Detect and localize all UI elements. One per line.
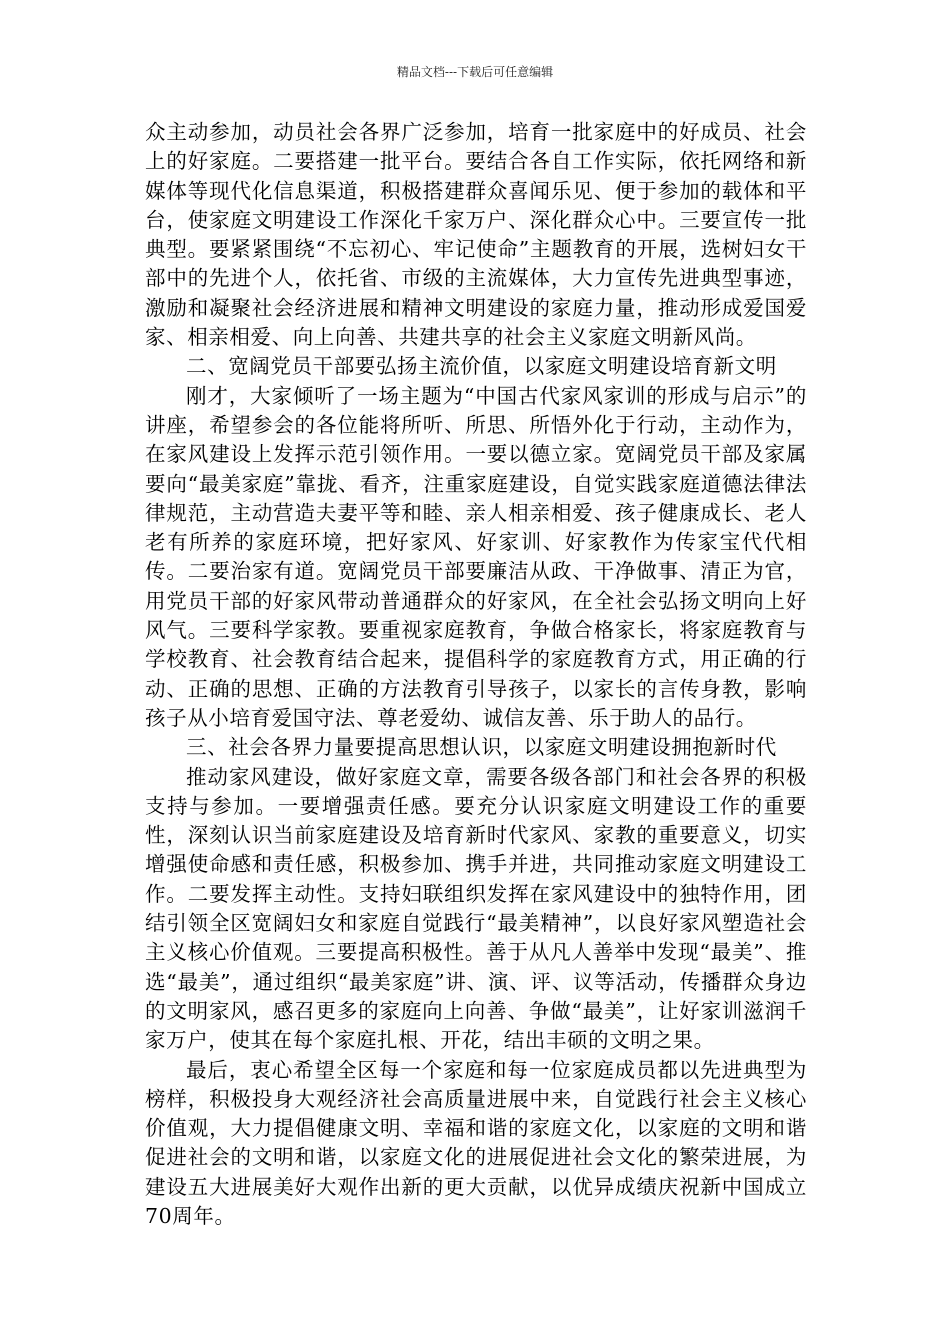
body-paragraph-3: 推动家风建设，做好家庭文章，需要各级各部门和社会各界的积极支持与参加。一要增强责任感。要充分认识家庭文明建设工作的重要性，深刻认识当前家庭建设及培育新时代家风、家教的重要意义，切实增强使命感和责任感，积极参加、携手并进，共同推动家庭文明建设工作。二要发挥主动性。支持妇联组织发挥在家风建设中的独特作用，团结引领全区宽阔妇女和家庭自觉践行“最美精神”，以良好家风塑造社会主义核心价值观。三要提高积极性。善于从凡人善举中发现“最美”、推选“最美”，通过组织“最美家庭”讲、演、评、议等活动，传播群众身边的文明家风，感召更多的家庭向上向善、争做“最美”，让好家训滋润千家万户，使其在每个家庭扎根、开花，结出丰硕的文明之果。 bbox=[145, 764, 807, 1053]
document-body bbox=[145, 118, 807, 1231]
closing-paragraph: 最后，衷心希望全区每一个家庭和每一位家庭成员都以先进典型为榜样，积极投身大观经济社会高质量进展中来，自觉践行社会主义核心价值观，大力提倡健康文明、幸福和谐的家庭文化，以家庭的文明和谐促进社会的文明和谐，以家庭文化的进展促进社会文化的繁荣进展，为建设五大进展美好大观作出新的更大贡献，以优异成绩庆祝新中国成立70周年。 bbox=[145, 1057, 807, 1228]
body-paragraph-1: 众主动参加，动员社会各界广泛参加，培育一批家庭中的好成员、社会上的好家庭。二要搭建一批平台。要结合各自工作实际，依托网络和新媒体等现代化信息渠道，积极搭建群众喜闻乐见、便于参加的载体和平台，使家庭文明建设工作深化千家万户、深化群众心中。三要宣传一批典型。要紧紧围绕“不忘初心、牢记使命”主题教育的开展，选树妇女干部中的先进个人，依托省、市级的主流媒体，大力宣传先进典型事迹，激励和凝聚社会经济进展和精神文明建设的家庭力量，推动形成爱国爱家、相亲相爱、向上向善、共建共享的社会主义家庭文明新风尚。 bbox=[145, 120, 807, 350]
body-paragraph-2: 刚才，大家倾听了一场主题为“中国古代家风家训的形成与启示”的讲座，希望参会的各位能将所听、所思、所悟外化于行动，主动作为，在家风建设上发挥示范引领作用。一要以德立家。宽阔党员干部及家属要向“最美家庭”靠拢、看齐，注重家庭建设，自觉实践家庭道德法律法律规范，主动营造夫妻平等和睦、亲人相亲相爱、孩子健康成长、老人老有所养的家庭环境，把好家风、好家训、好家教作为传家宝代代相传。二要治家有道。宽阔党员干部要廉洁从政、干净做事、清正为官，用党员干部的好家风带动普通群众的好家风，在全社会弘扬文明向上好风气。三要科学家教。要重视家庭教育，争做合格家长，将家庭教育与学校教育、社会教育结合起来，提倡科学的家庭教育方式，用正确的行动、正确的思想、正确的方法教育引导孩子，以家长的言传身教，影响孩子从小培育爱国守法、尊老爱幼、诚信友善、乐于助人的品行。 bbox=[145, 383, 807, 730]
section-heading-3: 三、社会各界力量要提高思想认识，以家庭文明建设拥抱新时代 bbox=[186, 735, 777, 760]
page-header: 精品文档---下载后可任意编辑 bbox=[396, 65, 554, 79]
section-heading-2: 二、宽阔党员干部要弘扬主流价值，以家庭文明建设培育新文明 bbox=[186, 354, 777, 379]
